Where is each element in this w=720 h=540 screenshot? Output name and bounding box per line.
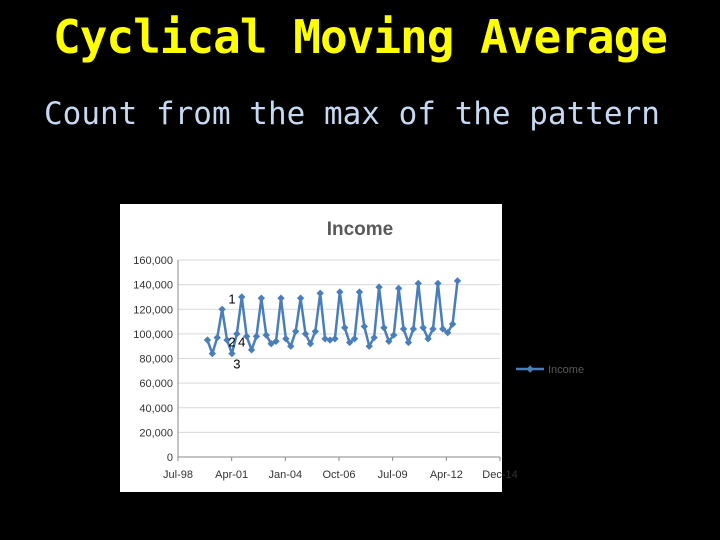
x-tick-label: Jul-09 — [377, 469, 408, 481]
legend-marker — [526, 365, 533, 372]
data-point — [204, 336, 211, 343]
data-point — [248, 346, 255, 353]
y-tick-label: 160,000 — [133, 255, 173, 267]
data-point — [361, 323, 368, 330]
data-point — [297, 294, 304, 301]
y-tick-label: 100,000 — [133, 328, 173, 341]
income-chart-svg — [120, 204, 585, 492]
data-point — [434, 280, 441, 287]
data-point — [209, 350, 216, 357]
data-point — [341, 324, 348, 331]
x-tick-label: Oct-06 — [322, 469, 356, 481]
data-point — [380, 324, 387, 331]
x-tick-label: Apr-12 — [429, 469, 463, 481]
x-tick-label: Jul-98 — [163, 469, 193, 481]
annotation-label: 4 — [238, 334, 246, 350]
data-point — [258, 294, 265, 301]
data-point — [405, 339, 412, 346]
data-point — [395, 285, 402, 292]
data-point — [356, 288, 363, 295]
data-point — [454, 277, 461, 284]
annotation-label: 3 — [233, 356, 241, 372]
y-tick-label: 140,000 — [133, 279, 173, 292]
data-point — [420, 324, 427, 331]
data-point — [410, 325, 417, 332]
axes — [133, 255, 518, 481]
y-tick-label: 120,000 — [133, 304, 173, 317]
data-point — [415, 280, 422, 287]
data-point — [214, 334, 221, 341]
y-tick-label: 80,000 — [139, 353, 173, 366]
slide-title: Cyclical Moving Average — [53, 10, 667, 64]
income-chart — [120, 204, 585, 492]
legend-label: Income — [548, 364, 585, 376]
data-point — [277, 294, 284, 301]
data-point — [400, 325, 407, 332]
y-tick-label: 0 — [166, 452, 173, 464]
y-tick-label: 20,000 — [139, 427, 173, 440]
data-point — [238, 293, 245, 300]
data-point — [336, 288, 343, 295]
data-point — [317, 290, 324, 297]
data-point — [218, 306, 225, 313]
annotation-label: 2 — [228, 334, 236, 350]
x-tick-label: Apr-01 — [215, 469, 249, 481]
y-tick-label: 60,000 — [139, 378, 173, 391]
slide-body-text: Count from the max of the pattern — [44, 96, 660, 132]
x-tick-label: Dec-14 — [482, 469, 518, 481]
chart-title: Income — [326, 219, 394, 240]
x-tick-label: Jan-04 — [268, 469, 303, 481]
y-tick-label: 40,000 — [139, 402, 173, 415]
annotation-label: 1 — [228, 291, 236, 307]
